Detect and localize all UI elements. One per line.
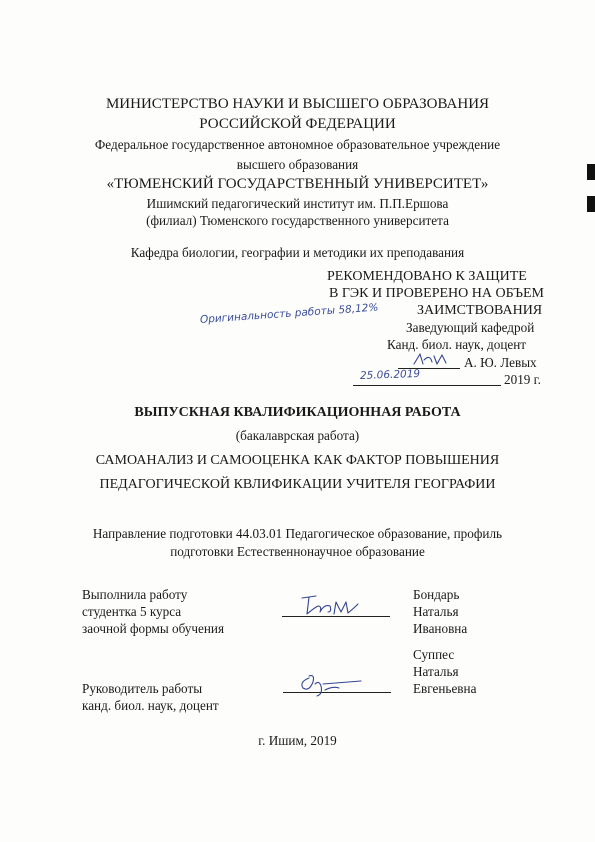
student-role-line-2: студентка 5 курса [82,604,182,619]
head-degree: Канд. биол. наук, доцент [387,337,527,352]
work-title-line-1: САМОАНАЛИЗ И САМООЦЕНКА КАК ФАКТОР ПОВЫШЕНИЯ [95,453,500,468]
student-surname: Бондарь [413,587,460,602]
date-line [353,385,501,386]
work-title-line-2: ПЕДАГОГИЧЕСКОЙ КВЛИФИКАЦИИ УЧИТЕЛЯ ГЕОГРАФИИ [99,477,496,492]
handwritten-date: 25.06.2019 [359,367,421,382]
student-signature [300,594,360,618]
student-patronymic: Ивановна [413,621,468,636]
supervisor-role-line-1: Руководитель работы [82,681,203,696]
approval-line-2: В ГЭК И ПРОВЕРЕНО НА ОБЪЕМ [329,286,544,301]
student-role-line-3: заочной формы обучения [82,621,225,636]
head-signature [412,350,452,368]
city-year: г. Ишим, 2019 [258,733,337,748]
supervisor-role-line-2: канд. биол. наук, доцент [82,698,219,713]
approval-line-1: РЕКОМЕНДОВАНО К ЗАЩИТЕ [327,269,527,284]
ministry-line-2: РОССИЙСКОЙ ФЕДЕРАЦИИ [199,116,396,132]
ministry-line-1: МИНИСТЕРСТВО НАУКИ И ВЫСШЕГО ОБРАЗОВАНИЯ [105,96,490,112]
approval-year: 2019 г. [504,372,541,387]
institution-line-2: высшего образования [236,157,359,172]
work-subtype: (бакалаврская работа) [235,428,360,443]
scan-mark-bottom [587,196,595,212]
scan-mark-top [587,164,595,180]
student-name: Наталья [413,604,459,619]
branch-line-2: (филиал) Тюменского государственного университета [146,213,449,228]
direction-line-1: Направление подготовки 44.03.01 Педагогическое образование, профиль [92,526,503,541]
supervisor-signature [295,668,365,698]
work-type: ВЫПУСКНАЯ КВАЛИФИКАЦИОННАЯ РАБОТА [134,405,461,420]
head-position: Заведующий кафедрой [406,320,535,335]
approval-line-3: ЗАИМСТВОВАНИЯ [417,303,543,318]
supervisor-surname: Суппес [413,647,455,662]
supervisor-patronymic: Евгеньевна [413,681,477,696]
institution-line-1: Федеральное государственное автономное образовательное учреждение [94,137,501,152]
department-name: Кафедра биологии, географии и методики их преподавания [130,245,465,260]
handwritten-originality-note: Оригинальность работы 58,12% [199,301,379,326]
direction-line-2: подготовки Естественнонаучное образование [170,544,425,559]
branch-line-1: Ишимский педагогический институт им. П.П.Ершова [146,196,449,211]
head-signature-name: А. Ю. Левых [464,355,537,370]
university-name: «ТЮМЕНСКИЙ ГОСУДАРСТВЕННЫЙ УНИВЕРСИТЕТ» [106,176,489,192]
student-role-line-1: Выполнила работу [82,587,188,602]
supervisor-name: Наталья [413,664,459,679]
